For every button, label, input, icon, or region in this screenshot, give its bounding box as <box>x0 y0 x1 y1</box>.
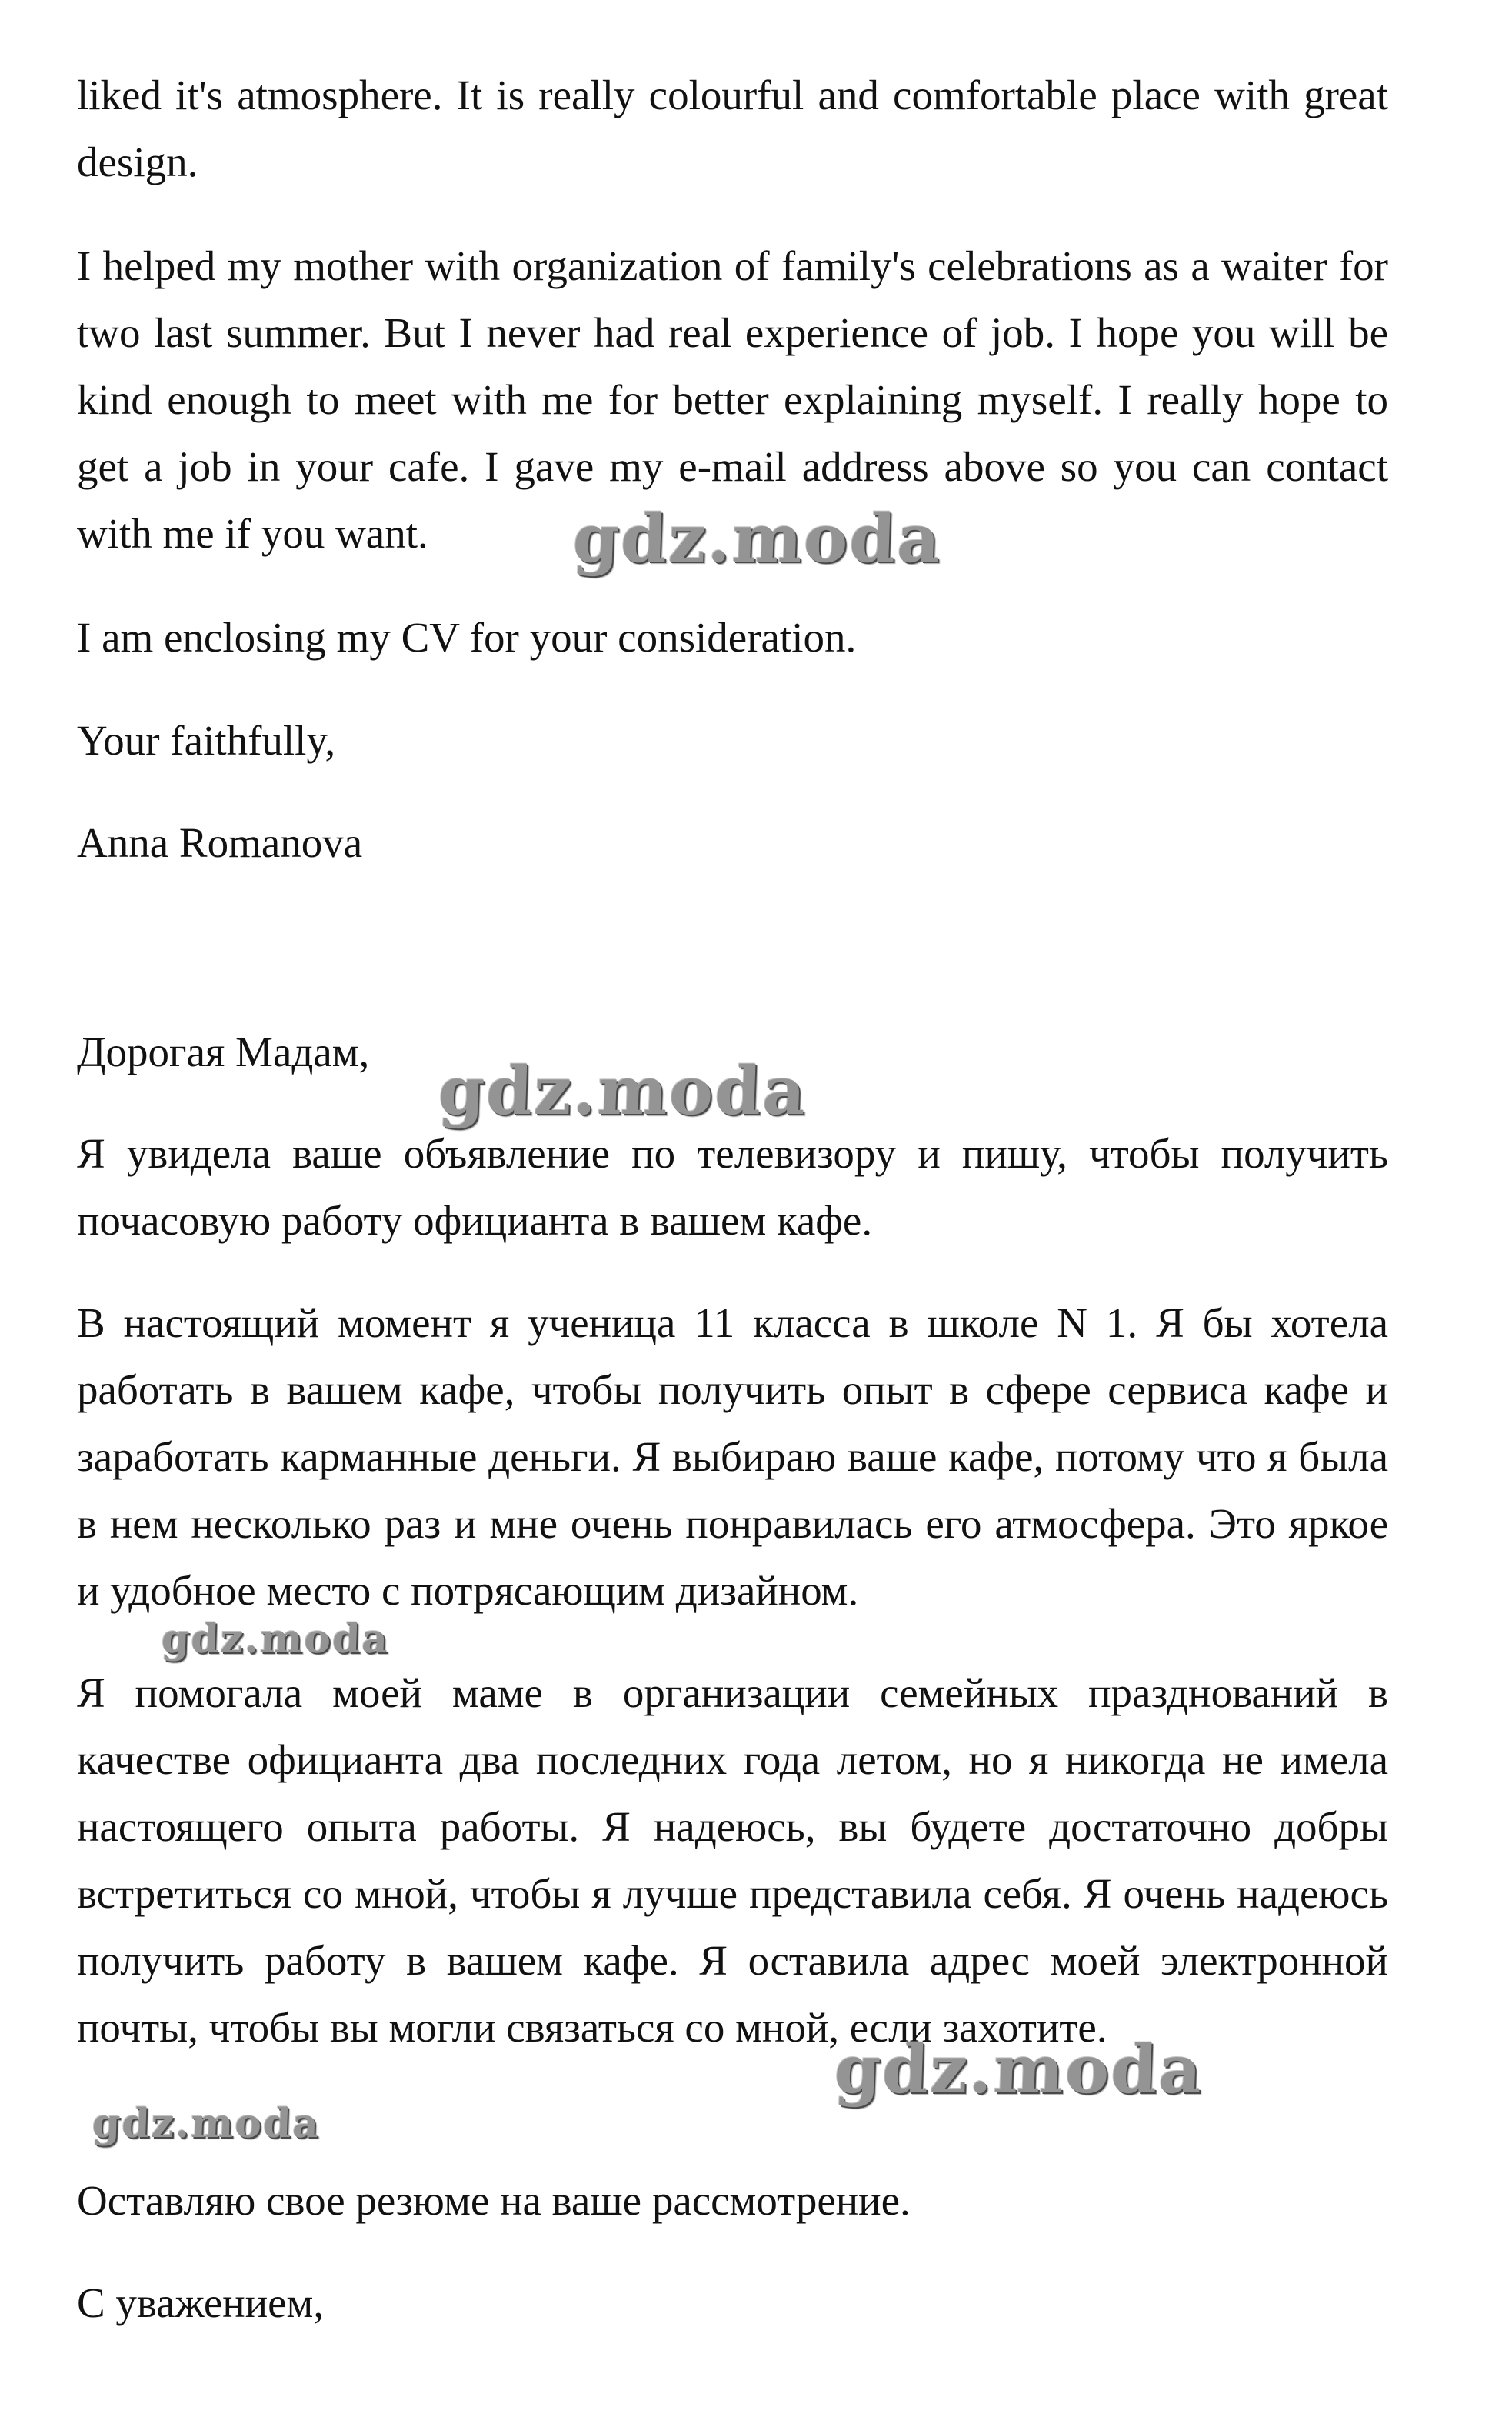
russian-greeting: Дорогая Мадам, <box>77 1028 370 1075</box>
english-paragraph-2: I helped my mother with organization of family's celebrations as a waiter for two last summer. But I never had real experience of job. I hope you will be kind enough to meet with me for better explaining myself. I really hope to get a job in your cafe. I gave my e-mail address above so you can contact with me if you want. <box>77 242 1388 557</box>
watermark-logo: gdz.moda <box>571 500 944 578</box>
watermark-logo: gdz.moda <box>160 1615 391 1662</box>
russian-paragraph-3: Я помогала моей маме в организации семейных празднований в качестве официанта два последних года летом, но я никогда не имела настоящего опыта работы. Я надеюсь, вы будете достаточно добры встретиться со мной, чтобы я лучше представила себя. Я очень надеюсь получить работу в вашем кафе. Я оставила адрес моей электронной почты, чтобы вы могли связаться со мной, если захотите. <box>77 1669 1388 2051</box>
russian-paragraph-2: В настоящий момент я ученица 11 класса в школе N 1. Я бы хотела работать в вашем кафе, чтобы получить опыт в сфере сервиса кафе и заработать карманные деньги. Я выбираю ваше кафе, потому что я была в нем несколько раз и мне очень понравилась его атмосфера. Это яркое и удобное место с потрясающим дизайном. <box>77 1299 1388 1614</box>
watermark-logo: gdz.moda <box>437 1052 809 1130</box>
russian-paragraph-4: Оставляю свое резюме на ваше рассмотрение. <box>77 2177 911 2224</box>
english-signature: Anna Romanova <box>77 819 363 866</box>
english-paragraph-1: liked it's atmosphere. It is really colourful and comfortable place with great design. <box>77 72 1388 185</box>
russian-paragraph-1: Я увидела ваше объявление по телевизору и пишу, чтобы получить почасовую работу официанта в вашем кафе. <box>77 1130 1388 1244</box>
watermark-logo: gdz.moda <box>91 2100 321 2147</box>
russian-closing: С уважением, <box>77 2279 325 2326</box>
english-closing: Your faithfully, <box>77 717 336 764</box>
english-paragraph-3: I am enclosing my CV for your consideration. <box>77 614 857 661</box>
watermark-logo: gdz.moda <box>833 2031 1205 2109</box>
